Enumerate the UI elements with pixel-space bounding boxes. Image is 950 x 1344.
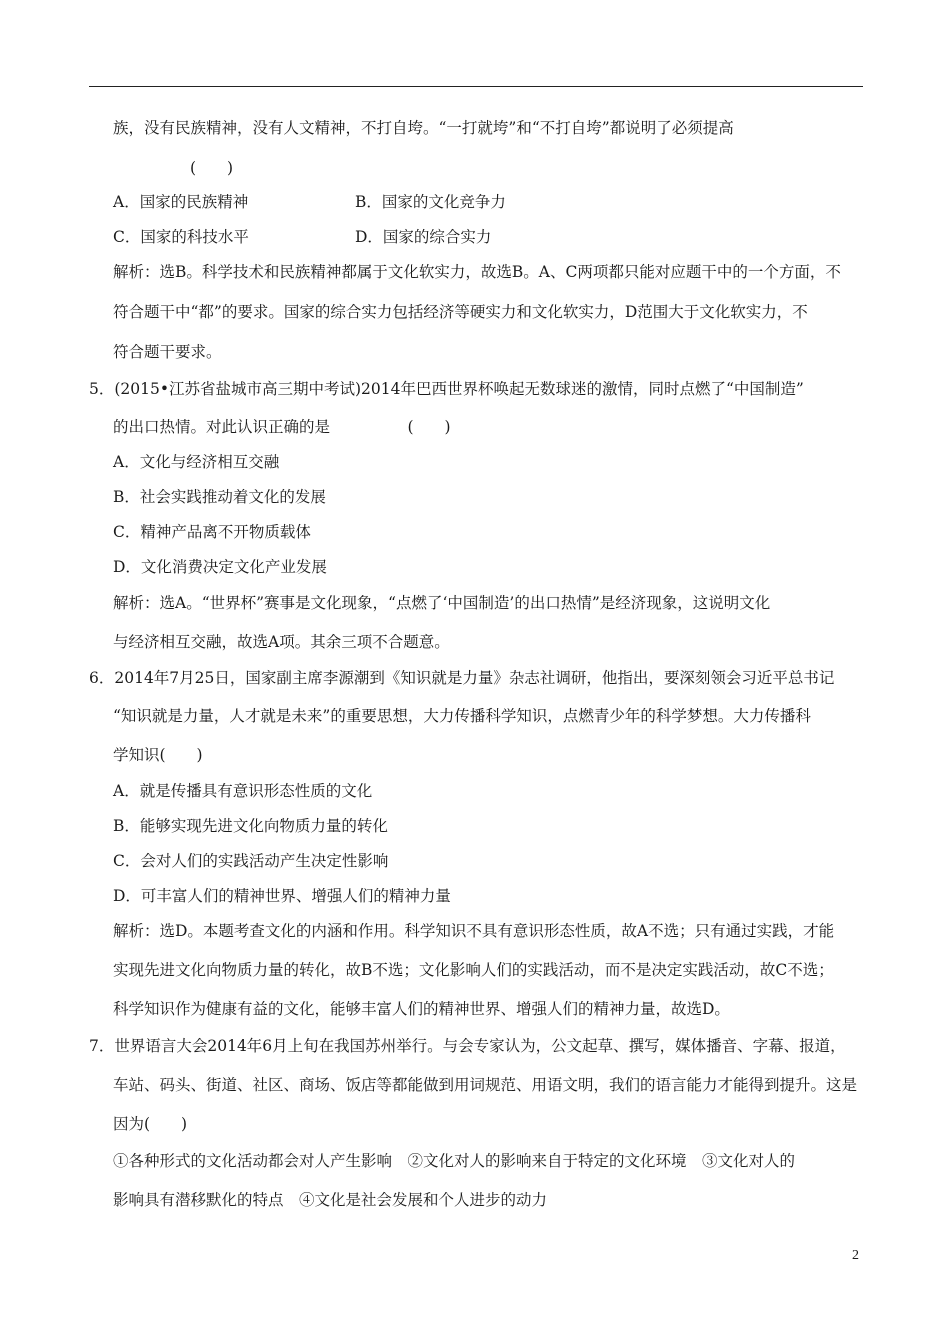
q6-analysis-line: 实现先进文化向物质力量的转化，故B不选；文化影响人们的实践活动，而不是决定实践活动，故C不选；: [113, 961, 834, 979]
q5-analysis-line: 解析：选A。“世界杯”赛事是文化现象，“点燃了‘中国制造’的出口热情”是经济现象，这说明文化: [113, 594, 771, 612]
q5-option-d: D．文化消费决定文化产业发展: [113, 558, 327, 576]
q5-option-a: A．文化与经济相互交融: [113, 453, 280, 471]
q5-option-c: C．精神产品离不开物质载体: [113, 523, 311, 541]
q7-stem-line: 因为( ): [113, 1115, 188, 1133]
q4-stem-line: 族，没有民族精神，没有人文精神，不打自垮。“一打就垮”和“不打自垮”都说明了必须提高: [113, 119, 734, 137]
q4-option-a: A．国家的民族精神: [113, 193, 249, 211]
q4-option-c: C．国家的科技水平: [113, 228, 249, 246]
q6-stem-line: 6．2014年7月25日，国家副主席李源潮到《知识就是力量》杂志社调研，他指出，要深刻领会习近平总书记: [89, 669, 835, 687]
q4-analysis-line: 解析：选B。科学技术和民族精神都属于文化软实力，故选B。A、C两项都只能对应题干中的一个方面，不: [113, 263, 841, 281]
q6-option-b: B．能够实现先进文化向物质力量的转化: [113, 817, 388, 835]
q6-option-d: D．可丰富人们的精神世界、增强人们的精神力量: [113, 887, 451, 905]
q7-statement-line: 影响具有潜移默化的特点 ④文化是社会发展和个人进步的动力: [113, 1191, 548, 1209]
q4-option-d: D．国家的综合实力: [355, 228, 492, 246]
q6-analysis-line: 科学知识作为健康有益的文化，能够丰富人们的精神世界、增强人们的精神力量，故选D。: [113, 1000, 730, 1018]
q7-statement-line: ①各种形式的文化活动都会对人产生影响 ②文化对人的影响来自于特定的文化环境 ③文化对人的: [113, 1152, 796, 1170]
q6-option-a: A．就是传播具有意识形态性质的文化: [113, 782, 373, 800]
q4-analysis-line: 符合题干中“都”的要求。国家的综合实力包括经济等硬实力和文化软实力，D范围大于文化软实力，不: [113, 303, 808, 321]
q5-stem-line: 的出口热情。对此认识正确的是 ( ): [113, 418, 451, 436]
q7-stem-line: 车站、码头、街道、社区、商场、饭店等都能做到用词规范、用语文明，我们的语言能力才能得到提升。这是: [113, 1076, 858, 1094]
q6-option-c: C．会对人们的实践活动产生决定性影响: [113, 852, 389, 870]
q4-option-b: B．国家的文化竞争力: [355, 193, 506, 211]
q6-analysis-line: 解析：选D。本题考查文化的内涵和作用。科学知识不具有意识形态性质，故A不选；只有通过实践，才能: [113, 922, 835, 940]
q5-stem-line: 5．(2015•江苏省盐城市高三期中考试)2014年巴西世界杯唤起无数球迷的激情，同时点燃了“中国制造”: [89, 380, 804, 398]
q7-stem-line: 7．世界语言大会2014年6月上旬在我国苏州举行。与会专家认为，公文起草、撰写，媒体播音、字幕、报道，: [89, 1037, 846, 1055]
q6-stem-line: “知识就是力量，人才就是未来”的重要思想，大力传播科学知识，点燃青少年的科学梦想。大力传播科: [113, 707, 811, 725]
q5-analysis-line: 与经济相互交融，故选A项。其余三项不合题意。: [113, 633, 450, 651]
q6-stem-line: 学知识( ): [113, 746, 203, 764]
header-rule: [89, 86, 863, 87]
q4-answer-paren: ( ): [190, 159, 234, 177]
q4-analysis-line: 符合题干要求。: [113, 343, 222, 361]
q5-option-b: B．社会实践推动着文化的发展: [113, 488, 326, 506]
page-number: 2: [852, 1248, 859, 1263]
